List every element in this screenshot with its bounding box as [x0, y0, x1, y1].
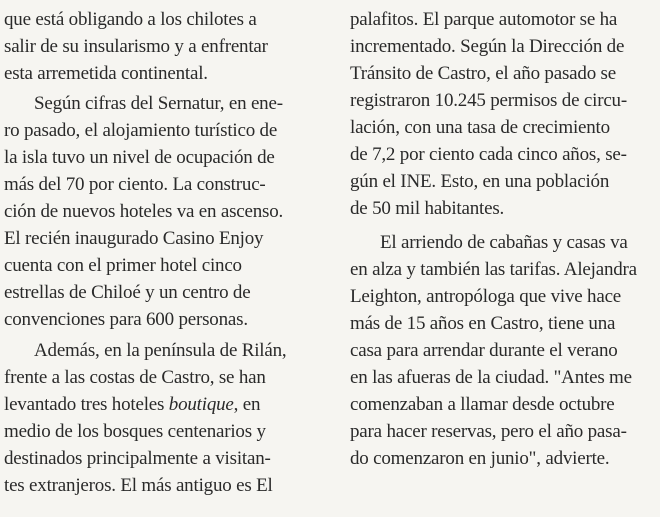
text-line: tes extranjeros. El más antiguo es El	[4, 475, 273, 496]
paragraph-start-line: Según cifras del Sernatur, en ene-	[34, 93, 283, 114]
text-line: do comenzaron en junio", advierte.	[350, 448, 610, 469]
text-fragment: levantado tres hoteles	[4, 394, 169, 415]
text-line: en alza y también las tarifas. Alejandra	[350, 259, 637, 280]
paragraph-start-line: El arriendo de cabañas y casas va	[380, 232, 628, 253]
text-fragment: , en	[233, 394, 261, 415]
text-line: medio de los bosques centenarios y	[4, 421, 266, 442]
text-line: salir de su insularismo y a enfrentar	[4, 36, 268, 57]
text-line: registraron 10.245 permisos de circu-	[350, 90, 627, 111]
text-line: para hacer reservas, pero el año pasa-	[350, 421, 627, 442]
paragraph-start-line: Además, en la península de Rilán,	[34, 340, 287, 361]
text-line: comenzaban a llamar desde octubre	[350, 394, 615, 415]
text-line: ro pasado, el alojamiento turístico de	[4, 120, 278, 141]
text-line: gún el INE. Esto, en una población	[350, 171, 610, 192]
italic-word: boutique	[168, 394, 234, 415]
text-line: esta arremetida continental.	[4, 63, 208, 84]
text-line: de 7,2 por ciento cada cinco años, se-	[350, 144, 627, 165]
text-line: que está obligando a los chilotes a	[4, 9, 257, 30]
text-line: en las afueras de la ciudad. "Antes me	[350, 367, 632, 388]
text-line-with-italic	[4, 393, 260, 416]
text-line: palafitos. El parque automotor se ha	[350, 9, 618, 30]
text-line: Leighton, antropóloga que vive hace	[350, 286, 622, 307]
text-line: frente a las costas de Castro, se han	[4, 367, 266, 388]
text-line: ción de nuevos hoteles va en ascenso.	[4, 201, 284, 222]
text-line: estrellas de Chiloé y un centro de	[4, 282, 251, 303]
text-line: El recién inaugurado Casino Enjoy	[4, 228, 264, 249]
text-line: cuenta con el primer hotel cinco	[4, 255, 242, 276]
text-line: Tránsito de Castro, el año pasado se	[350, 63, 616, 84]
text-line: la isla tuvo un nivel de ocupación de	[4, 147, 275, 168]
text-line: más de 15 años en Castro, tiene una	[350, 313, 616, 334]
text-line: incrementado. Según la Dirección de	[350, 36, 625, 57]
text-line: destinados principalmente a visitan-	[4, 448, 271, 469]
text-line: más del 70 por ciento. La construc-	[4, 174, 266, 195]
text-line: lación, con una tasa de crecimiento	[350, 117, 610, 138]
text-line: casa para arrendar durante el verano	[350, 340, 618, 361]
text-line: de 50 mil habitantes.	[350, 198, 505, 219]
text-line: convenciones para 600 personas.	[4, 309, 248, 330]
